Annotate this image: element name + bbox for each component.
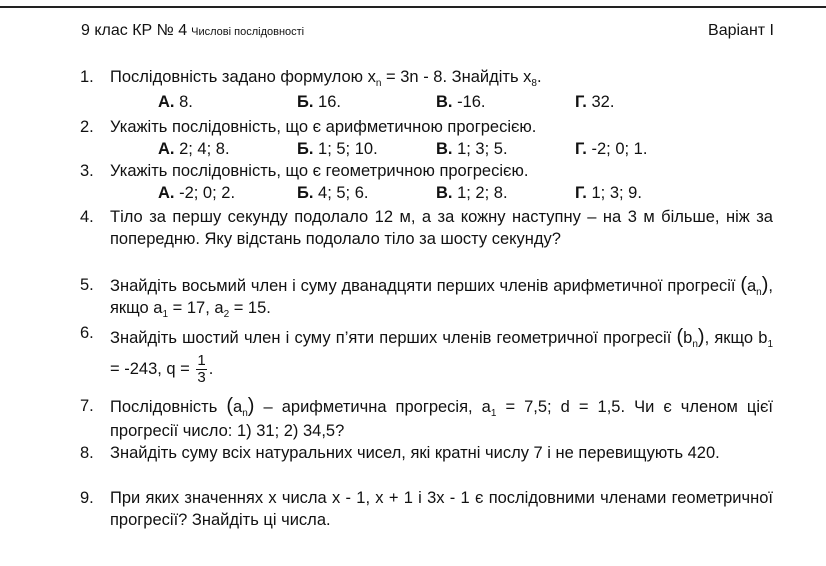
subscript: 1 bbox=[767, 339, 773, 350]
paren-close: ) bbox=[247, 395, 255, 417]
option-letter: В. bbox=[436, 184, 453, 202]
text-part: = 15. bbox=[229, 299, 271, 317]
subscript: 2 bbox=[223, 309, 230, 320]
question-7 bbox=[80, 394, 773, 443]
question-6 bbox=[80, 322, 773, 386]
option-d[interactable] bbox=[575, 182, 642, 204]
option-a[interactable] bbox=[158, 138, 230, 160]
test-title bbox=[81, 22, 304, 40]
option-value: -2; 0; 1. bbox=[586, 140, 648, 158]
option-value: 1; 2; 8. bbox=[452, 184, 508, 202]
option-letter: А. bbox=[158, 93, 175, 111]
option-letter: Б. bbox=[297, 93, 314, 111]
question-text bbox=[110, 274, 773, 319]
option-letter: А. bbox=[158, 140, 175, 158]
question-8 bbox=[80, 442, 773, 464]
option-b[interactable] bbox=[297, 91, 341, 113]
paren-close: ) bbox=[761, 274, 769, 296]
question-text bbox=[110, 322, 773, 386]
sequence-symbol: a bbox=[233, 398, 243, 416]
question-1-options bbox=[158, 91, 758, 113]
text-part: Послідовність задано формулою x bbox=[110, 68, 376, 86]
sequence-symbol: a bbox=[746, 277, 757, 295]
option-a[interactable] bbox=[158, 182, 235, 204]
paren-open: ( bbox=[676, 326, 684, 348]
text-part: Знайдіть восьмий член і суму дванадцяти перших членів арифметичної прогресії bbox=[110, 277, 741, 295]
option-value: 4; 5; 6. bbox=[313, 184, 369, 202]
option-c[interactable] bbox=[436, 138, 508, 160]
text-part: = 17, a bbox=[168, 299, 224, 317]
option-letter: Б. bbox=[297, 140, 314, 158]
option-letter: В. bbox=[436, 93, 453, 111]
option-d[interactable] bbox=[575, 91, 614, 113]
test-subtitle: Числові послідовності bbox=[191, 26, 305, 38]
question-3 bbox=[80, 160, 773, 182]
question-number: 5. bbox=[80, 276, 94, 294]
question-4 bbox=[80, 206, 773, 250]
option-value: 16. bbox=[313, 93, 341, 111]
question-text bbox=[110, 66, 773, 88]
text-part: – арифметична прогресія, a bbox=[254, 398, 491, 416]
paren-open: ( bbox=[226, 395, 234, 417]
page-header bbox=[81, 22, 774, 44]
question-number: 6. bbox=[80, 324, 94, 342]
option-value: -2; 0; 2. bbox=[174, 184, 236, 202]
question-number: 9. bbox=[80, 489, 94, 507]
text-part: = 7,5; d = 1,5. Чи є членом цієї прогресії число: 1) 31; 2) 34,5? bbox=[110, 398, 773, 440]
paren-close: ) bbox=[697, 326, 705, 348]
top-rule bbox=[0, 6, 826, 8]
option-letter: В. bbox=[436, 140, 453, 158]
subscript: 1 bbox=[162, 309, 169, 320]
fraction-numerator: 1 bbox=[197, 352, 206, 369]
question-number: 2. bbox=[80, 118, 94, 136]
text-part: , якщо a bbox=[110, 277, 773, 317]
option-value: 32. bbox=[586, 93, 615, 111]
subscript: n bbox=[756, 287, 762, 298]
test-title-text: 9 клас КР № 4 bbox=[81, 22, 188, 39]
option-b[interactable] bbox=[297, 182, 369, 204]
question-text: Укажіть послідовність, що є геометричною прогресією. bbox=[110, 162, 529, 180]
option-letter: Г. bbox=[575, 140, 587, 158]
option-b[interactable] bbox=[297, 138, 378, 160]
text-part: = 3n - 8. Знайдіть x bbox=[381, 68, 532, 86]
question-2 bbox=[80, 116, 773, 138]
option-value: 1; 3; 5. bbox=[452, 140, 508, 158]
text-part: . bbox=[536, 68, 542, 86]
subscript: 8 bbox=[531, 78, 537, 89]
question-text: Знайдіть суму всіх натуральних чисел, які кратні числу 7 і не перевищують 420. bbox=[110, 444, 720, 462]
subscript: n bbox=[375, 78, 382, 89]
text-part: Послідовність bbox=[110, 398, 227, 416]
option-value: 1; 3; 9. bbox=[586, 184, 642, 202]
question-number: 1. bbox=[80, 68, 94, 86]
option-letter: Б. bbox=[297, 184, 314, 202]
text-part: , якщо b bbox=[704, 329, 768, 347]
option-value: 1; 5; 10. bbox=[313, 140, 378, 158]
fraction bbox=[196, 353, 206, 386]
question-number: 4. bbox=[80, 208, 94, 226]
option-value: 8. bbox=[174, 93, 193, 111]
option-c[interactable] bbox=[436, 91, 486, 113]
subscript: 1 bbox=[490, 408, 497, 419]
question-1 bbox=[80, 66, 773, 88]
option-a[interactable] bbox=[158, 91, 193, 113]
option-letter: А. bbox=[158, 184, 175, 202]
question-2-options bbox=[158, 138, 758, 160]
option-letter: Г. bbox=[575, 93, 587, 111]
question-text: Укажіть послідовність, що є арифметичною прогресією. bbox=[110, 118, 537, 136]
question-number: 7. bbox=[80, 397, 94, 415]
question-number: 8. bbox=[80, 444, 94, 462]
fraction-denominator: 3 bbox=[197, 369, 206, 386]
text-part: . bbox=[208, 359, 214, 378]
subscript: n bbox=[242, 408, 248, 419]
text-part: Знайдіть шостий член і суму п’яти перших членів геометричної прогресії bbox=[110, 329, 677, 347]
variant-label: Варіант І bbox=[708, 22, 774, 39]
sequence-symbol: b bbox=[683, 329, 693, 347]
question-number: 3. bbox=[80, 162, 94, 180]
option-value: 2; 4; 8. bbox=[174, 140, 230, 158]
question-9 bbox=[80, 487, 773, 531]
question-5 bbox=[80, 274, 773, 319]
option-value: -16. bbox=[452, 93, 486, 111]
question-text: При яких значеннях x числа x - 1, x + 1 і 3x - 1 є послідовними членами геометричної прогресії? Знайдіть ці числа. bbox=[110, 489, 773, 529]
option-d[interactable] bbox=[575, 138, 647, 160]
subscript: n bbox=[692, 339, 698, 350]
question-text bbox=[110, 394, 773, 443]
question-3-options bbox=[158, 182, 758, 204]
option-c[interactable] bbox=[436, 182, 508, 204]
option-letter: Г. bbox=[575, 184, 587, 202]
text-part: = -243, q = bbox=[110, 359, 195, 378]
paren-open: ( bbox=[740, 274, 747, 296]
question-text: Тіло за першу секунду подолало 12 м, а за кожну наступну – на 3 м більше, ніж за попередню. Яку відстань подолало тіло за шосту секунду? bbox=[110, 208, 773, 248]
